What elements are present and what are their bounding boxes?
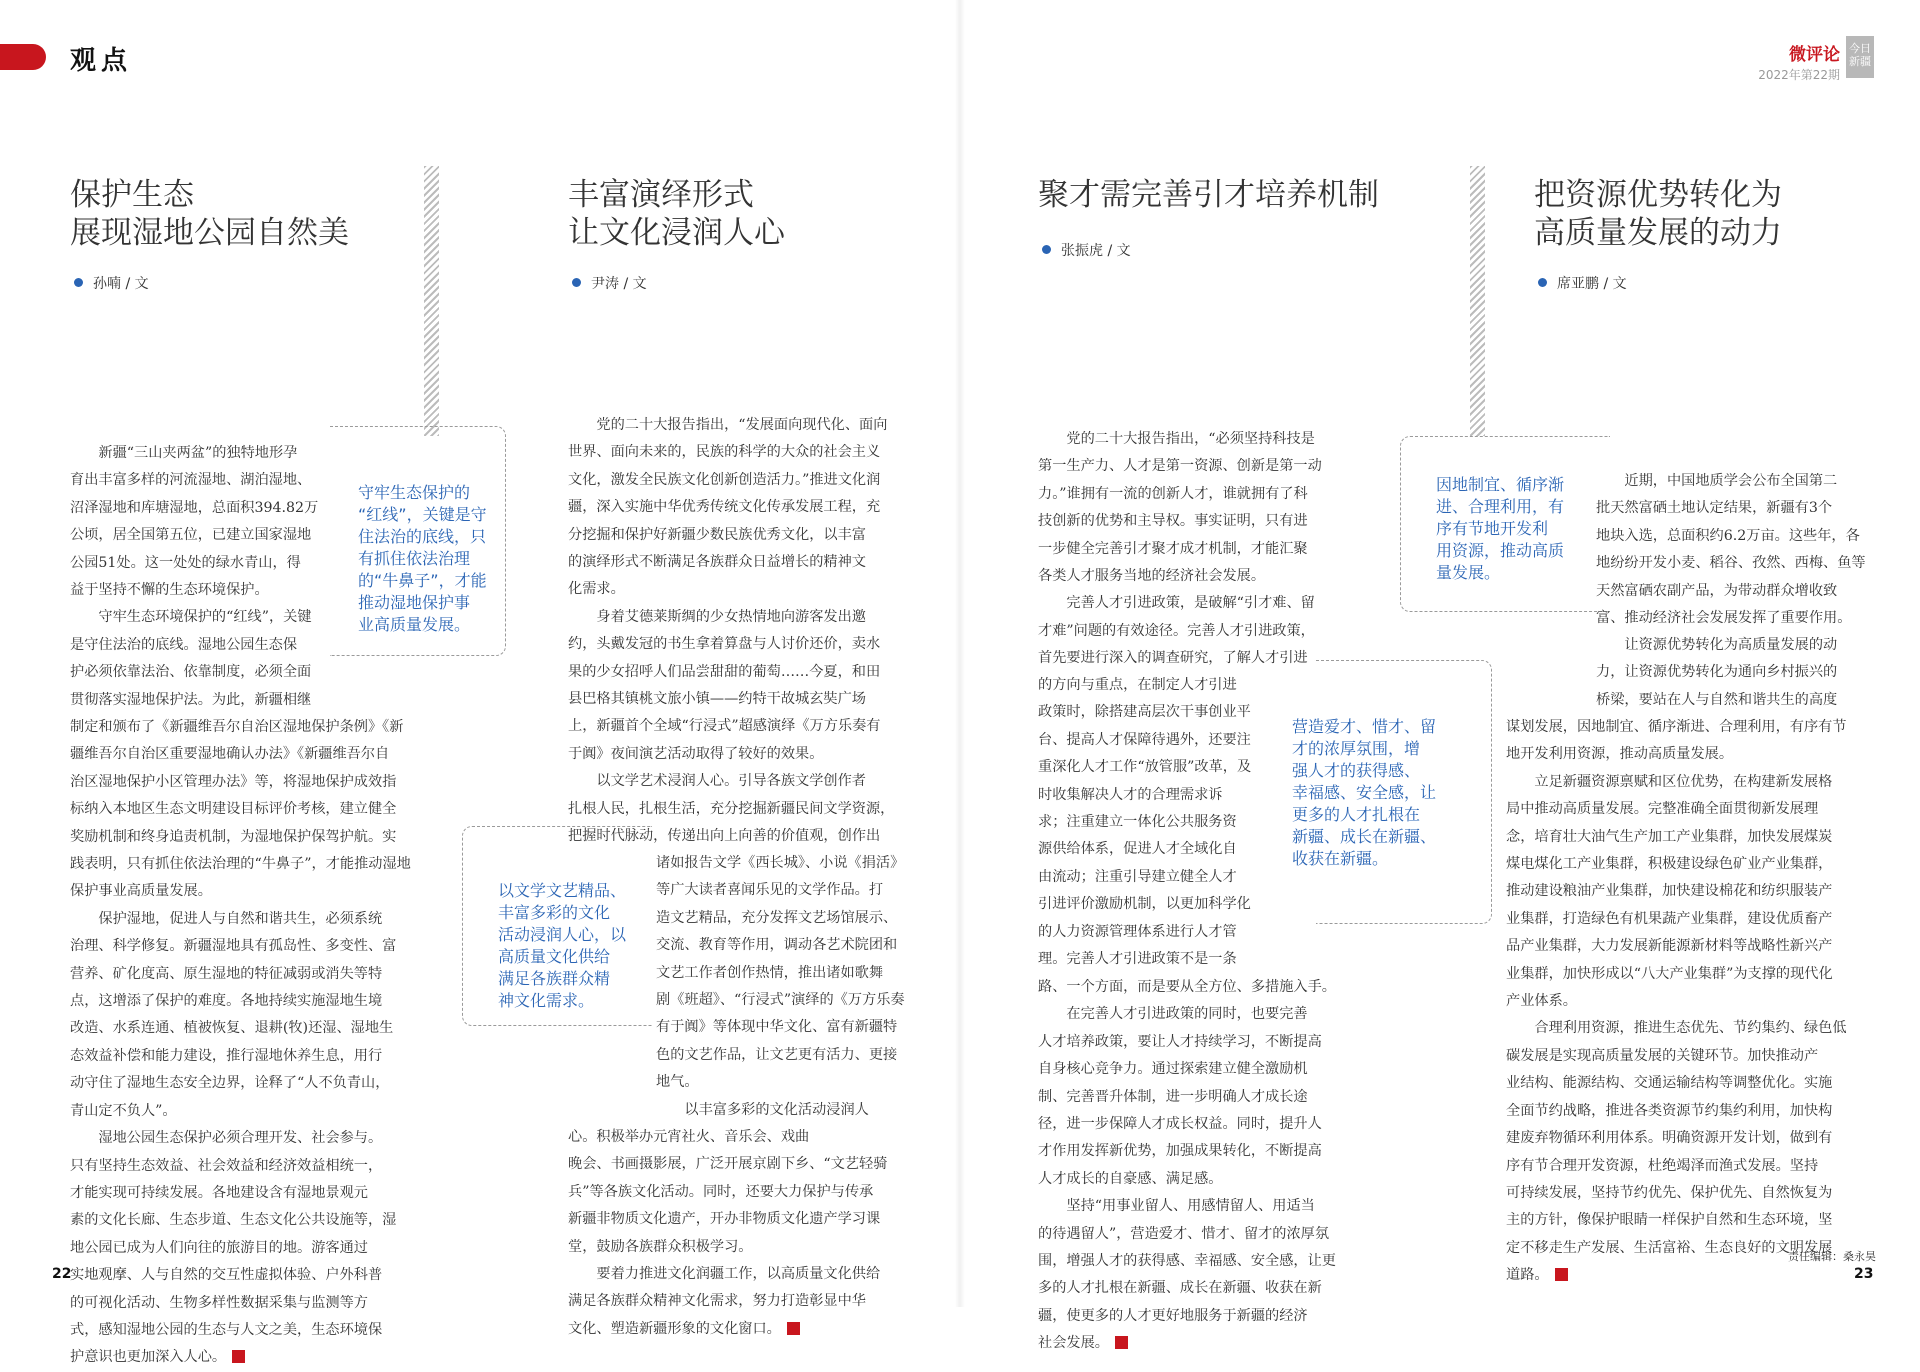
end-mark-icon [1555, 1268, 1568, 1281]
article-3-author: 张振虎 / 文 [1042, 240, 1131, 260]
text-line: 上，新疆首个全域“行浸式”超感演绎《万方乐奏有 [568, 718, 881, 735]
text-line: 才难”问题的有效途径。完善人才引进政策， [1038, 622, 1315, 639]
text-line: 造文艺精品，充分发挥文艺场馆展示、 [656, 909, 898, 926]
text-line: 建废弃物循环利用体系。明确资源开发计划，做到有 [1506, 1130, 1833, 1147]
text-line: 兵”等各族文化活动。同时，还要大力保护与传承 [568, 1183, 874, 1200]
text-line: 是守住法治的底线。湿地公园生态保 [70, 636, 298, 653]
text-line: 的方向与重点，在制定人才引进 [1038, 677, 1237, 693]
text-line: 要着力推进文化润疆工作，以高质量文化供给 [596, 1266, 881, 1283]
text-line: 富、推动经济社会发展发挥了重要作用。 [1596, 610, 1852, 627]
text-line: 的待遇留人”，营造爱才、惜才、留才的浓厚氛 [1038, 1225, 1330, 1242]
text-line: 只有坚持生态效益、社会效益和经济效益相统一， [70, 1157, 383, 1174]
text-line: 围，增强人才的获得感、幸福感、安全感，让更 [1038, 1253, 1336, 1270]
text-line: 于阗》夜间演艺活动取得了较好的效果。 [568, 745, 824, 762]
text-line: 力，让资源优势转化为通向乡村振兴的 [1596, 664, 1838, 681]
pullquote-line: 丰富多彩的文化 [498, 903, 611, 922]
text-line: 才作用发挥新优势，加强成果转化，不断提高 [1038, 1143, 1322, 1160]
text-line: 疆，使更多的人才更好地服务于新疆的经济 [1038, 1307, 1308, 1324]
article-1-body-full [70, 714, 415, 1372]
text-line: 合理利用资源，推进生态优先、节约集约、绿色低 [1534, 1020, 1847, 1037]
pullquote-line: 序有节地开发利 [1436, 519, 1549, 538]
text-line: 地块入选，总面积约6.2万亩。这些年，各 [1596, 527, 1860, 544]
text-line: 多的人才扎根在新疆、成长在新疆、收获在新 [1038, 1280, 1322, 1297]
pullquote-line: 量发展。 [1436, 563, 1501, 582]
pullquote-line: 幸福感、安全感，让 [1292, 783, 1437, 802]
article-2-body-bottom [568, 1124, 913, 1343]
text-line: 人才成长的自豪感、满足感。 [1038, 1170, 1223, 1187]
text-line: 县巴格其镇桃文旅小镇——约特干故城玄奘广场 [568, 691, 866, 708]
masthead-title: 微评论 [1789, 45, 1840, 65]
text-line: 理。完善人才引进政策不是一条 [1038, 951, 1237, 968]
text-line: 产业体系。 [1506, 993, 1577, 1010]
text-line: 品产业集群，大力发展新能源新材料等战略性新兴产 [1506, 938, 1833, 955]
text-line: 堂，鼓励各族群众积极学习。 [568, 1238, 753, 1255]
end-mark-icon [787, 1322, 800, 1335]
page-gutter [955, 0, 965, 1307]
text-line: 标纳入本地区生态文明建设目标评价考核，建立健全 [70, 801, 397, 818]
text-line: 扎根人民，扎根生活，充分挖掘新疆民间文学资源， [568, 800, 895, 817]
text-line: 重深化人才工作“放管服”改革，及 [1038, 759, 1252, 776]
pullquote-1 [358, 482, 503, 636]
article-3-title: 聚才需完善引才培养机制 [1038, 177, 1379, 213]
text-line: 自身核心竞争力。通过探索建立健全激励机 [1038, 1061, 1308, 1078]
article-4-body-mid [1596, 632, 1874, 714]
text-line: 地气。 [656, 1074, 699, 1091]
article-1-author: 孙喃 / 文 [74, 273, 149, 293]
section-title: 观点 [70, 46, 133, 76]
text-line: 桥梁，要站在人与自然和谐共生的高度 [1596, 691, 1838, 708]
text-line: 文化、塑造新疆形象的文化窗口。 [568, 1316, 913, 1343]
section-tab [0, 44, 46, 70]
end-mark-icon [232, 1350, 245, 1363]
article-4-title: 把资源优势转化为 高质量发展的动力 [1534, 177, 1782, 251]
text-line: 态效益补偿和能力建设，推行湿地休养生息，用行 [70, 1047, 383, 1064]
pullquote-line: 满足各族群众精 [498, 969, 611, 988]
text-line: 道路。 [1506, 1262, 1874, 1289]
text-line: 满足各族群众精神文化需求，努力打造彰显中华 [568, 1293, 866, 1310]
text-line: 主的方针，像保护眼睛一样保护自然和生态环境，坚 [1506, 1212, 1833, 1229]
text-line: 业集群，打造绿色有机果蔬产业集群，建设优质畜产 [1506, 910, 1833, 927]
text-line: 谋划发展，因地制宜、循序渐进、合理利用，有序有节 [1506, 719, 1847, 735]
text-line: 党的二十大报告指出，“必须坚持科技是 [1066, 431, 1315, 447]
text-line: 第一生产力、人才是第一资源、创新是第一动 [1038, 458, 1322, 475]
text-line: 治区湿地保护小区管理办法》等，将湿地保护成效指 [70, 773, 397, 790]
text-line: 地开发利用资源，推动高质量发展。 [1506, 746, 1734, 763]
text-line: 身着艾德莱斯绸的少女热情地向游客发出邀 [596, 608, 866, 625]
text-line: 世界、面向未来的，民族的科学的大众的社会主义 [568, 444, 881, 461]
text-line: 果的少女招呼人们品尝甜甜的葡萄……今夏，和田 [568, 663, 881, 680]
text-line: 人才培养政策，要让人才持续学习，不断提高 [1038, 1033, 1322, 1050]
text-line: 把握时代脉动，传递出向上向善的价值观，创作出 [568, 828, 881, 845]
text-line: 地公园已成为人们向往的旅游目的地。游客通过 [70, 1239, 368, 1256]
pullquote-line: 用资源，推动高质 [1436, 541, 1565, 560]
text-line: 政策时，除搭建高层次干事创业平 [1038, 704, 1251, 721]
text-line: 源供给体系，促进人才全域化自 [1038, 841, 1237, 858]
article-4-author: 席亚鹏 / 文 [1538, 273, 1627, 293]
text-line: 台、提高人才保障待遇外，还要注 [1038, 731, 1251, 748]
masthead [1758, 40, 1840, 83]
text-line: 素的文化长廊、生态步道、生态文化公共设施等，湿 [70, 1212, 397, 1229]
text-line: 约，头戴发冠的书生拿着算盘与人讨价还价，卖水 [568, 636, 881, 653]
article-4-body-full [1506, 714, 1874, 1290]
text-line: 有于阗》等体现中华文化、富有新疆特 [656, 1019, 898, 1036]
pullquote-line: 收获在新疆。 [1292, 849, 1389, 868]
text-line: 化需求。 [568, 581, 625, 598]
text-line: 在完善人才引进政策的同时，也要完善 [1066, 1006, 1308, 1023]
text-line: 天然富硒农副产品，为带动群众增收致 [1596, 582, 1838, 599]
pullquote-line: 高质量文化供给 [498, 947, 611, 966]
text-line: 全面节约战略，推进各类资源节约集约利用，加快构 [1506, 1102, 1833, 1119]
text-line: 改造、水系连通、植被恢复、退耕(牧)还湿、湿地生 [70, 1020, 394, 1037]
pullquote-line: 守牢生态保护的 [358, 483, 471, 502]
text-line: 诸如报告文学《西长城》、小说《捐活》 [656, 855, 905, 871]
pullquote-line: 新疆、成长在新疆、 [1292, 827, 1437, 846]
article-3-body-bottom [1038, 974, 1338, 1358]
text-line: 等广大读者喜闻乐见的文学作品。打 [656, 882, 884, 899]
pullquote-line: 推动湿地保护事 [358, 593, 471, 612]
text-line: 文艺工作者创作热情，推出诸如歌舞 [656, 964, 884, 981]
pullquote-line: 活动浸润人心，以 [498, 925, 627, 944]
text-line: 湿地公园生态保护必须合理开发、社会参与。 [98, 1130, 383, 1147]
text-line: 新疆非物质文化遗产，开办非物质文化遗产学习课 [568, 1211, 881, 1228]
text-line: 营养、矿化度高、原生湿地的特征减弱或消失等特 [70, 965, 383, 982]
text-line: 社会发展。 [1038, 1330, 1338, 1357]
text-line: 时收集解决人才的合理需求诉 [1038, 786, 1223, 803]
text-line: 新疆“三山夹两盆”的独特地形孕 [98, 445, 298, 461]
text-line: 求；注重建立一体化公共服务资 [1038, 814, 1237, 831]
pullquote-line: 以文学文艺精品、 [498, 881, 627, 900]
text-line: 序有节合理开发资源，杜绝竭泽而渔式发展。坚持 [1506, 1157, 1819, 1174]
pullquote-line: 住法治的底线，只 [358, 527, 487, 546]
text-line: 剧《班超》、“行浸式”演绎的《万方乐奏 [656, 992, 905, 1009]
text-line: 益于坚持不懈的生态环境保护。 [70, 582, 269, 599]
magazine-logo: 今日新疆 [1846, 36, 1874, 78]
text-line: 念，培育壮大油气生产加工产业集群，加快发展煤炭 [1506, 828, 1833, 845]
text-line: 首先要进行深入的调查研究，了解人才引进 [1038, 650, 1308, 667]
article-4-body-top [1596, 468, 1874, 632]
text-line: 奖励机制和终身追责机制，为湿地保护保驾护航。实 [70, 828, 397, 845]
text-line: 让资源优势转化为高质量发展的动 [1624, 637, 1838, 653]
issue-number: 2022年第22期 [1758, 68, 1840, 82]
text-line: 分挖掘和保护好新疆少数民族优秀文化，以丰富 [568, 526, 866, 543]
text-line: 批天然富硒土地认定结果，新疆有3个 [1596, 500, 1833, 517]
text-line: 式，感知湿地公园的生态与人文之美，生态环境保 [70, 1321, 383, 1338]
text-line: 党的二十大报告指出，“发展面向现代化、面向 [596, 417, 888, 433]
text-line: 育出丰富多样的河流湿地、湖泊湿地、 [70, 472, 312, 489]
text-line: 的人力资源管理体系进行人才管 [1038, 923, 1237, 940]
pullquote-line: 强人才的获得感、 [1292, 761, 1421, 780]
text-line: 治理、科学修复。新疆湿地具有孤岛性、多变性、富 [70, 938, 397, 955]
article-2-body-top [568, 412, 913, 851]
pullquote-2 [498, 880, 640, 1012]
text-line: 青山定不负人”。 [70, 1102, 177, 1119]
editor-credit: 责任编辑：桑永昊 [1788, 1250, 1876, 1263]
text-line: 才能实现可持续发展。各地建设含有湿地景观元 [70, 1184, 368, 1201]
text-line: 立足新疆资源禀赋和区位优势，在构建新发展格 [1534, 773, 1833, 790]
text-line: 沼泽湿地和库塘湿地，总面积394.82万 [70, 499, 319, 516]
text-line: 保护事业高质量发展。 [70, 883, 212, 900]
text-line: 以丰富多彩的文化活动浸润人 [684, 1101, 869, 1118]
text-line: 由流动；注重引导建立健全人才 [1038, 868, 1237, 885]
text-line: 业集群，加快形成以“八大产业集群”为支撑的现代化 [1506, 965, 1833, 982]
text-line: 点，这增添了保护的难度。各地持续实施湿地生境 [70, 993, 383, 1010]
page-number-left: 22 [52, 1266, 72, 1282]
article-2-title: 丰富演绎形式 让文化浸润人心 [568, 177, 785, 251]
text-line: 制定和颁布了《新疆维吾尔自治区湿地保护条例》《新 [70, 719, 404, 735]
text-line: 公园51处。这一处处的绿水青山，得 [70, 554, 301, 571]
article-3-body-side [1038, 672, 1280, 973]
pullquote-line: 因地制宜、循序渐 [1436, 475, 1565, 494]
pullquote-line: 业高质量发展。 [358, 615, 471, 634]
text-line: 践表明，只有抓住依法治理的“牛鼻子”，才能推动湿地 [70, 856, 411, 873]
text-line: 推动建设粮油产业集群，加快建设棉花和纺织服装产 [1506, 883, 1833, 900]
pullquote-line: 营造爱才、惜才、留 [1292, 717, 1437, 736]
text-line: 各类人才服务当地的经济社会发展。 [1038, 568, 1266, 585]
pullquote-line: 有抓住依法治理 [358, 549, 471, 568]
text-line: 文化，激发全民族文化创新创造活力。”推进文化润 [568, 471, 881, 488]
text-line: 一步健全完善引才聚才成才机制，才能汇聚 [1038, 540, 1308, 557]
pullquote-line: 更多的人才扎根在 [1292, 805, 1421, 824]
text-line: 的可视化活动、生物多样性数据采集与监测等方 [70, 1294, 368, 1311]
text-line: 定不移走生产发展、生活富裕、生态良好的文明发展 [1506, 1239, 1833, 1256]
article-3-body-top [1038, 426, 1338, 673]
pullquote-line: 的“牛鼻子”，才能 [358, 571, 487, 590]
pullquote-4 [1436, 474, 1596, 584]
text-line: 实地观摩、人与自然的交互性虚拟体验、户外科普 [70, 1267, 383, 1284]
article-1-title: 保护生态 展现湿地公园自然美 [70, 177, 349, 251]
hatch-bar-2 [1470, 166, 1485, 436]
text-line: 径，进一步保障人才成长权益。同时，提升人 [1038, 1116, 1322, 1133]
text-line: 公顷，居全国第五位，已建立国家湿地 [70, 527, 312, 544]
text-line: 制、完善晋升体制，进一步明确人才成长途 [1038, 1088, 1308, 1105]
page-number-right: 23 [1854, 1266, 1874, 1282]
text-line: 可持续发展，坚持节约优先、保护优先、自然恢复为 [1506, 1184, 1833, 1201]
pullquote-3 [1292, 716, 1468, 870]
text-line: 的演绎形式不断满足各族群众日益增长的精神文 [568, 554, 866, 571]
article-1-body-top [70, 440, 336, 714]
text-line: 地纷纷开发小麦、稻谷、孜然、西梅、鱼等 [1596, 555, 1866, 572]
text-line: 疆维吾尔自治区重要湿地确认办法》《新疆维吾尔自 [70, 746, 390, 763]
article-2-body-side [656, 850, 913, 1124]
text-line: 晚会、书画摄影展，广泛开展京剧下乡、“文艺轻骑 [568, 1156, 888, 1173]
pullquote-line: “红线”，关键是守 [358, 505, 487, 524]
text-line: 引进评价激励机制，以更加科学化 [1038, 896, 1251, 913]
text-line: 业结构、能源结构、交通运输结构等调整优化。实施 [1506, 1075, 1833, 1092]
text-line: 动守住了湿地生态安全边界，诠释了“人不负青山， [70, 1075, 390, 1092]
text-line: 守牢生态环境保护的“红线”，关键 [98, 609, 312, 626]
text-line: 路、一个方面，而是要从全方位、多措施入手。 [1038, 979, 1336, 995]
text-line: 心。积极举办元宵社火、音乐会、戏曲 [568, 1129, 810, 1145]
text-line: 近期，中国地质学会公布全国第二 [1624, 473, 1838, 489]
text-line: 保护湿地，促进人与自然和谐共生，必须系统 [98, 910, 383, 927]
text-line: 贯彻落实湿地保护法。为此，新疆相继 [70, 691, 312, 708]
text-line: 技创新的优势和主导权。事实证明，只有进 [1038, 513, 1308, 530]
pullquote-line: 神文化需求。 [498, 991, 595, 1010]
text-line: 交流、教育等作用，调动各艺术院团和 [656, 937, 898, 954]
pullquote-line: 才的浓厚氛围，增 [1292, 739, 1421, 758]
text-line: 局中推动高质量发展。完整准确全面贯彻新发展理 [1506, 801, 1819, 818]
hatch-bar-1 [424, 166, 439, 436]
text-line: 煤电煤化工产业集群，积极建设绿色矿业产业集群， [1506, 856, 1833, 873]
text-line: 坚持“用事业留人、用感情留人、用适当 [1066, 1198, 1315, 1215]
text-line: 完善人才引进政策，是破解“引才难、留 [1066, 595, 1315, 612]
text-line: 力。”谁拥有一流的创新人才，谁就拥有了科 [1038, 485, 1308, 502]
text-line: 护必须依靠法治、依靠制度，必须全面 [70, 664, 312, 681]
end-mark-icon [1115, 1336, 1128, 1349]
article-2-author: 尹涛 / 文 [572, 273, 647, 293]
text-line: 色的文艺作品，让文艺更有活力、更接 [656, 1046, 898, 1063]
text-line: 以文学艺术浸润人心。引导各族文学创作者 [596, 773, 866, 790]
text-line: 疆，深入实施中华优秀传统文化传承发展工程，充 [568, 499, 881, 516]
pullquote-line: 进、合理利用，有 [1436, 497, 1565, 516]
text-line: 碳发展是实现高质量发展的关键环节。加快推动产 [1506, 1047, 1819, 1064]
text-line: 护意识也更加深入人心。 [70, 1344, 415, 1371]
